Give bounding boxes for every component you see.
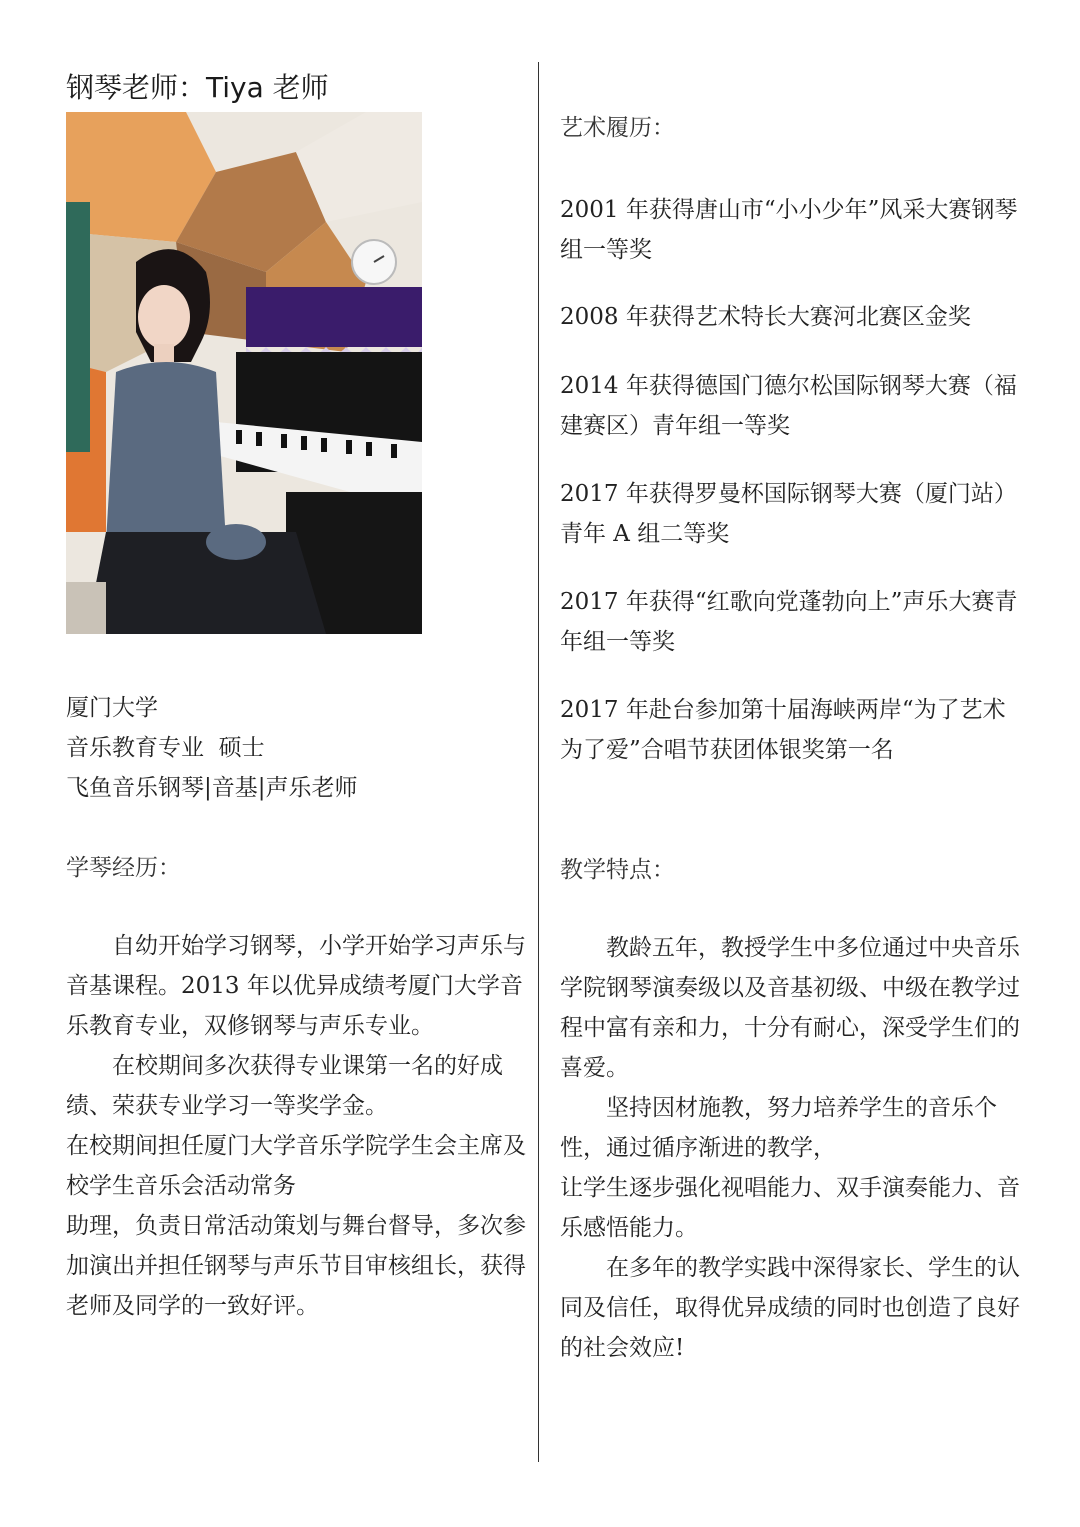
study-paragraph: 在校期间多次获得专业课第一名的好成绩、荣获专业学习一等奖学金。 <box>66 1053 503 1119</box>
award-item: 2017 年获得罗曼杯国际钢琴大赛（厦门站）青年 A 组二等奖 <box>560 481 1017 547</box>
study-paragraph: 助理，负责日常活动策划与舞台督导，多次参加演出并担任钢琴与声乐节目审核组长，获得老师及同学的一致好评。 <box>66 1213 526 1319</box>
teaching-paragraph: 让学生逐步强化视唱能力、双手演奏能力、音乐感悟能力。 <box>560 1175 1020 1241</box>
study-history-heading: 学琴经历： <box>66 855 181 881</box>
art-history-heading: 艺术履历： <box>560 115 675 141</box>
award-item: 2001 年获得唐山市“小小少年”风采大赛钢琴组一等奖 <box>560 197 1018 263</box>
award-item: 2014 年获得德国门德尔松国际钢琴大赛（福建赛区）青年组一等奖 <box>560 373 1017 439</box>
study-paragraph: 在校期间担任厦门大学音乐学院学生会主席及校学生音乐会活动常务 <box>66 1133 526 1199</box>
study-paragraph: 自幼开始学习钢琴，小学开始学习声乐与音基课程。2013 年以优异成绩考厦门大学音乐教育专业，双修钢琴与声乐专业。 <box>66 933 526 1039</box>
teaching-heading: 教学特点： <box>560 857 675 883</box>
award-item: 2017 年赴台参加第十届海峡两岸“为了艺术为了爱”合唱节获团体银奖第一名 <box>560 697 1006 763</box>
teacher-photo <box>66 112 422 634</box>
column-divider <box>538 62 539 1462</box>
award-item: 2017 年获得“红歌向党蓬勃向上”声乐大赛青年组一等奖 <box>560 589 1018 655</box>
page-title: 钢琴老师：Tiya 老师 <box>66 71 329 104</box>
degree-text: 音乐教育专业 硕士 <box>66 735 265 761</box>
teacher-role: 飞鱼音乐钢琴|音基|声乐老师 <box>66 775 358 801</box>
study-history-body <box>66 926 526 1326</box>
teaching-paragraph: 教龄五年，教授学生中多位通过中央音乐学院钢琴演奏级以及音基初级、中级在教学过程中富有亲和力，十分有耐心，深受学生们的喜爱。 <box>560 935 1020 1081</box>
award-item: 2008 年获得艺术特长大赛河北赛区金奖 <box>560 304 971 330</box>
teaching-body <box>560 928 1022 1368</box>
school-name: 厦门大学 <box>66 695 158 721</box>
teaching-paragraph: 在多年的教学实践中深得家长、学生的认同及信任，取得优异成绩的同时也创造了良好的社会效应! <box>560 1255 1020 1361</box>
teaching-paragraph: 坚持因材施教，努力培养学生的音乐个性，通过循序渐进的教学， <box>560 1095 997 1161</box>
education-block <box>66 688 358 808</box>
